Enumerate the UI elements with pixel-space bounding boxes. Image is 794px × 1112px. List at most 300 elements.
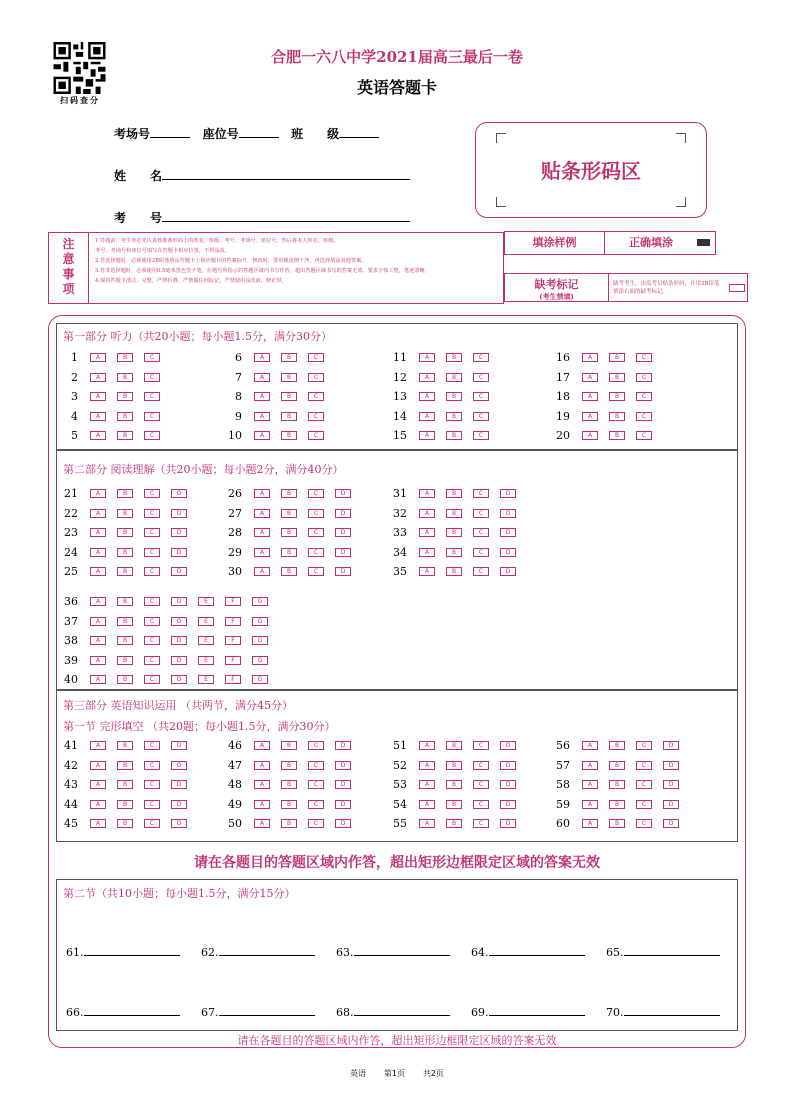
option-c-bubble[interactable]: C xyxy=(144,392,160,401)
exam-no-field[interactable] xyxy=(162,210,410,222)
option-b-bubble[interactable]: B xyxy=(281,431,297,440)
option-a-bubble[interactable]: A xyxy=(90,800,106,809)
option-d-bubble[interactable]: D xyxy=(500,741,516,750)
option-a-bubble[interactable]: A xyxy=(254,412,270,421)
question-number: 50 xyxy=(228,817,242,830)
option-b-bubble[interactable]: B xyxy=(609,431,625,440)
question-number: 35 xyxy=(393,565,407,578)
option-a-bubble[interactable]: A xyxy=(254,548,270,557)
part3-title: 第三部分 英语知识运用 （共两节，满分45分） xyxy=(63,699,293,712)
option-a-bubble[interactable]: A xyxy=(582,819,598,828)
blank-line[interactable] xyxy=(84,948,180,956)
option-b-bubble[interactable]: B xyxy=(117,656,133,665)
option-b-bubble[interactable]: B xyxy=(281,741,297,750)
option-b-bubble[interactable]: B xyxy=(446,567,462,576)
blank-line[interactable] xyxy=(219,1008,315,1016)
absent-mark-box xyxy=(504,273,748,302)
option-b-bubble[interactable]: B xyxy=(281,489,297,498)
option-d-bubble[interactable]: D xyxy=(335,548,351,557)
option-a-bubble[interactable]: A xyxy=(90,741,106,750)
option-d-bubble[interactable]: D xyxy=(171,617,187,626)
option-b-bubble[interactable]: B xyxy=(117,431,133,440)
blank-number: 67. xyxy=(201,1006,219,1019)
option-a-bubble[interactable]: A xyxy=(419,392,435,401)
option-d-bubble[interactable]: D xyxy=(663,780,679,789)
option-a-bubble[interactable]: A xyxy=(582,431,598,440)
option-a-bubble[interactable]: A xyxy=(419,761,435,770)
option-b-bubble[interactable]: B xyxy=(609,761,625,770)
option-a-bubble[interactable]: A xyxy=(582,741,598,750)
option-b-bubble[interactable]: B xyxy=(117,528,133,537)
blank-number: 62. xyxy=(201,946,219,959)
option-e-bubble[interactable]: E xyxy=(198,656,214,665)
option-a-bubble[interactable]: A xyxy=(419,780,435,789)
option-a-bubble[interactable]: A xyxy=(90,819,106,828)
option-b-bubble[interactable]: B xyxy=(609,800,625,809)
blank-65[interactable] xyxy=(606,946,720,959)
option-c-bubble[interactable]: C xyxy=(636,373,652,382)
option-c-bubble[interactable]: C xyxy=(473,819,489,828)
qr-caption: 扫码查分 xyxy=(60,95,100,105)
option-b-bubble[interactable]: B xyxy=(117,675,133,684)
seat-field[interactable] xyxy=(239,126,279,138)
option-c-bubble[interactable]: C xyxy=(473,567,489,576)
option-b-bubble[interactable]: B xyxy=(609,392,625,401)
option-a-bubble[interactable]: A xyxy=(90,617,106,626)
option-d-bubble[interactable]: D xyxy=(663,800,679,809)
option-c-bubble[interactable]: C xyxy=(144,819,160,828)
option-d-bubble[interactable]: D xyxy=(171,597,187,606)
option-b-bubble[interactable]: B xyxy=(117,617,133,626)
option-c-bubble[interactable]: C xyxy=(144,353,160,362)
question-number: 22 xyxy=(64,506,78,520)
question-number: 27 xyxy=(228,506,242,520)
option-d-bubble[interactable]: D xyxy=(335,489,351,498)
question-number: 31 xyxy=(393,487,407,500)
option-e-bubble[interactable]: E xyxy=(198,597,214,606)
option-a-bubble[interactable]: A xyxy=(419,528,435,537)
option-c-bubble[interactable]: C xyxy=(308,392,324,401)
option-b-bubble[interactable]: B xyxy=(609,353,625,362)
option-d-bubble[interactable]: D xyxy=(171,675,187,684)
option-c-bubble[interactable]: C xyxy=(144,597,160,606)
option-b-bubble[interactable]: B xyxy=(446,412,462,421)
option-b-bubble[interactable]: B xyxy=(117,392,133,401)
option-c-bubble[interactable]: C xyxy=(308,489,324,498)
option-a-bubble[interactable]: A xyxy=(582,780,598,789)
option-b-bubble[interactable]: B xyxy=(117,509,133,518)
option-c-bubble[interactable]: C xyxy=(308,509,324,518)
option-f-bubble[interactable]: F xyxy=(225,656,241,665)
option-a-bubble[interactable]: A xyxy=(254,509,270,518)
option-c-bubble[interactable]: C xyxy=(144,567,160,576)
option-d-bubble[interactable]: D xyxy=(500,548,516,557)
barcode-area xyxy=(475,122,707,218)
question-number: 49 xyxy=(228,797,242,811)
blank-line[interactable] xyxy=(489,948,585,956)
option-f-bubble[interactable]: F xyxy=(225,597,241,606)
blank-number: 69. xyxy=(471,1006,489,1019)
question-number: 19 xyxy=(556,409,570,423)
option-b-bubble[interactable]: B xyxy=(446,373,462,382)
option-c-bubble[interactable]: C xyxy=(473,509,489,518)
question-number: 16 xyxy=(556,351,570,364)
blank-line[interactable] xyxy=(354,1008,450,1016)
option-c-bubble[interactable]: C xyxy=(636,412,652,421)
absent-checkbox[interactable] xyxy=(729,284,745,292)
blank-line[interactable] xyxy=(624,1008,720,1016)
option-c-bubble[interactable]: C xyxy=(636,431,652,440)
option-b-bubble[interactable]: B xyxy=(117,741,133,750)
option-c-bubble[interactable]: C xyxy=(144,373,160,382)
blank-66[interactable] xyxy=(66,1006,180,1019)
option-c-bubble[interactable]: C xyxy=(144,800,160,809)
option-b-bubble[interactable]: B xyxy=(117,412,133,421)
option-c-bubble[interactable]: C xyxy=(636,800,652,809)
blank-number: 63. xyxy=(336,946,354,959)
option-c-bubble[interactable]: C xyxy=(144,489,160,498)
option-b-bubble[interactable]: B xyxy=(446,819,462,828)
option-a-bubble[interactable]: A xyxy=(582,412,598,421)
blank-70[interactable] xyxy=(606,1006,720,1019)
option-a-bubble[interactable]: A xyxy=(90,373,106,382)
option-d-bubble[interactable]: D xyxy=(171,741,187,750)
question-number: 7 xyxy=(235,370,242,384)
option-d-bubble[interactable]: D xyxy=(335,567,351,576)
option-c-bubble[interactable]: C xyxy=(473,392,489,401)
option-b-bubble[interactable]: B xyxy=(446,800,462,809)
option-d-bubble[interactable]: D xyxy=(171,548,187,557)
option-b-bubble[interactable]: B xyxy=(281,567,297,576)
option-a-bubble[interactable]: A xyxy=(90,412,106,421)
option-a-bubble[interactable]: A xyxy=(419,412,435,421)
option-c-bubble[interactable]: C xyxy=(636,819,652,828)
blank-line[interactable] xyxy=(354,948,450,956)
option-b-bubble[interactable]: B xyxy=(281,392,297,401)
option-f-bubble[interactable]: F xyxy=(225,617,241,626)
option-d-bubble[interactable]: D xyxy=(171,636,187,645)
option-b-bubble[interactable]: B xyxy=(117,636,133,645)
option-d-bubble[interactable]: D xyxy=(335,509,351,518)
question-number: 57 xyxy=(556,758,570,772)
option-a-bubble[interactable]: A xyxy=(254,567,270,576)
option-d-bubble[interactable]: D xyxy=(500,567,516,576)
option-b-bubble[interactable]: B xyxy=(281,819,297,828)
option-c-bubble[interactable]: C xyxy=(308,548,324,557)
blank-69[interactable] xyxy=(471,1006,585,1019)
class-field[interactable] xyxy=(339,126,379,138)
option-c-bubble[interactable]: C xyxy=(308,412,324,421)
option-c-bubble[interactable]: C xyxy=(636,353,652,362)
option-b-bubble[interactable]: B xyxy=(117,353,133,362)
option-c-bubble[interactable]: C xyxy=(636,761,652,770)
option-a-bubble[interactable]: A xyxy=(254,353,270,362)
option-a-bubble[interactable]: A xyxy=(582,373,598,382)
question-number: 60 xyxy=(556,817,570,830)
option-a-bubble[interactable]: A xyxy=(419,567,435,576)
option-b-bubble[interactable]: B xyxy=(281,800,297,809)
option-b-bubble[interactable]: B xyxy=(609,412,625,421)
option-c-bubble[interactable]: C xyxy=(473,373,489,382)
option-c-bubble[interactable]: C xyxy=(144,780,160,789)
option-c-bubble[interactable]: C xyxy=(144,636,160,645)
option-c-bubble[interactable]: C xyxy=(144,741,160,750)
option-a-bubble[interactable]: A xyxy=(419,489,435,498)
option-a-bubble[interactable]: A xyxy=(90,656,106,665)
option-c-bubble[interactable]: C xyxy=(636,392,652,401)
blank-line[interactable] xyxy=(84,1008,180,1016)
option-e-bubble[interactable]: E xyxy=(198,617,214,626)
option-a-bubble[interactable]: A xyxy=(582,800,598,809)
option-b-bubble[interactable]: B xyxy=(117,780,133,789)
option-b-bubble[interactable]: B xyxy=(446,528,462,537)
option-c-bubble[interactable]: C xyxy=(473,761,489,770)
option-a-bubble[interactable]: A xyxy=(419,353,435,362)
option-b-bubble[interactable]: B xyxy=(446,392,462,401)
option-d-bubble[interactable]: D xyxy=(500,528,516,537)
option-g-bubble[interactable]: G xyxy=(252,636,268,645)
option-d-bubble[interactable]: D xyxy=(500,800,516,809)
option-c-bubble[interactable]: C xyxy=(144,509,160,518)
option-c-bubble[interactable]: C xyxy=(144,548,160,557)
question-number: 24 xyxy=(64,545,78,559)
option-b-bubble[interactable]: B xyxy=(281,780,297,789)
option-a-bubble[interactable]: A xyxy=(419,800,435,809)
option-c-bubble[interactable]: C xyxy=(144,761,160,770)
question-number: 53 xyxy=(393,778,407,791)
option-d-bubble[interactable]: D xyxy=(335,528,351,537)
option-a-bubble[interactable]: A xyxy=(90,780,106,789)
option-f-bubble[interactable]: F xyxy=(225,675,241,684)
option-c-bubble[interactable]: C xyxy=(144,528,160,537)
option-d-bubble[interactable]: D xyxy=(663,741,679,750)
option-f-bubble[interactable]: F xyxy=(225,636,241,645)
option-c-bubble[interactable]: C xyxy=(308,567,324,576)
blank-number: 61. xyxy=(66,946,84,959)
option-c-bubble[interactable]: C xyxy=(144,431,160,440)
blank-line[interactable] xyxy=(624,948,720,956)
option-a-bubble[interactable]: A xyxy=(582,392,598,401)
option-d-bubble[interactable]: D xyxy=(335,761,351,770)
option-c-bubble[interactable]: C xyxy=(308,800,324,809)
option-e-bubble[interactable]: E xyxy=(198,636,214,645)
option-b-bubble[interactable]: B xyxy=(446,741,462,750)
option-d-bubble[interactable]: D xyxy=(171,509,187,518)
blank-63[interactable] xyxy=(336,946,450,959)
option-b-bubble[interactable]: B xyxy=(281,353,297,362)
option-c-bubble[interactable]: C xyxy=(636,780,652,789)
option-d-bubble[interactable]: D xyxy=(171,780,187,789)
option-a-bubble[interactable]: A xyxy=(90,548,106,557)
option-c-bubble[interactable]: C xyxy=(308,819,324,828)
blank-line[interactable] xyxy=(219,948,315,956)
option-b-bubble[interactable]: B xyxy=(609,373,625,382)
option-d-bubble[interactable]: D xyxy=(171,819,187,828)
blank-64[interactable] xyxy=(471,946,585,959)
option-c-bubble[interactable]: C xyxy=(473,353,489,362)
blank-number: 66. xyxy=(66,1006,84,1019)
question-number: 10 xyxy=(228,429,242,442)
blank-line[interactable] xyxy=(489,1008,585,1016)
option-b-bubble[interactable]: B xyxy=(117,567,133,576)
blank-61[interactable] xyxy=(66,946,180,959)
option-c-bubble[interactable]: C xyxy=(473,780,489,789)
exam-room-field[interactable] xyxy=(150,126,190,138)
option-g-bubble[interactable]: G xyxy=(252,597,268,606)
option-d-bubble[interactable]: D xyxy=(500,509,516,518)
option-g-bubble[interactable]: G xyxy=(252,675,268,684)
blank-68[interactable] xyxy=(336,1006,450,1019)
option-g-bubble[interactable]: G xyxy=(252,617,268,626)
option-d-bubble[interactable]: D xyxy=(335,780,351,789)
option-a-bubble[interactable]: A xyxy=(254,741,270,750)
option-c-bubble[interactable]: C xyxy=(144,617,160,626)
question-number: 36 xyxy=(64,595,78,608)
bottom-warning: 请在各题目的答题区域内作答，超出矩形边框限定区域的答案无效 xyxy=(237,1034,557,1047)
option-b-bubble[interactable]: B xyxy=(446,353,462,362)
option-c-bubble[interactable]: C xyxy=(308,431,324,440)
option-c-bubble[interactable]: C xyxy=(473,431,489,440)
question-number: 55 xyxy=(393,817,407,830)
blank-62[interactable] xyxy=(201,946,315,959)
option-a-bubble[interactable]: A xyxy=(254,528,270,537)
option-b-bubble[interactable]: B xyxy=(281,548,297,557)
name-field[interactable] xyxy=(162,168,410,180)
option-c-bubble[interactable]: C xyxy=(473,412,489,421)
option-a-bubble[interactable]: A xyxy=(254,392,270,401)
option-b-bubble[interactable]: B xyxy=(609,780,625,789)
option-d-bubble[interactable]: D xyxy=(171,761,187,770)
option-b-bubble[interactable]: B xyxy=(446,489,462,498)
option-b-bubble[interactable]: B xyxy=(609,819,625,828)
option-c-bubble[interactable]: C xyxy=(308,761,324,770)
option-a-bubble[interactable]: A xyxy=(254,761,270,770)
option-a-bubble[interactable]: A xyxy=(254,800,270,809)
option-a-bubble[interactable]: A xyxy=(254,489,270,498)
option-b-bubble[interactable]: B xyxy=(117,819,133,828)
option-a-bubble[interactable]: A xyxy=(582,761,598,770)
option-d-bubble[interactable]: D xyxy=(171,489,187,498)
question-number: 17 xyxy=(556,370,570,384)
option-c-bubble[interactable]: C xyxy=(144,412,160,421)
option-c-bubble[interactable]: C xyxy=(473,548,489,557)
option-a-bubble[interactable]: A xyxy=(90,675,106,684)
option-c-bubble[interactable]: C xyxy=(308,780,324,789)
option-a-bubble[interactable]: A xyxy=(419,819,435,828)
option-a-bubble[interactable]: A xyxy=(90,597,106,606)
option-d-bubble[interactable]: D xyxy=(335,819,351,828)
option-d-bubble[interactable]: D xyxy=(171,656,187,665)
option-a-bubble[interactable]: A xyxy=(419,509,435,518)
option-b-bubble[interactable]: B xyxy=(117,800,133,809)
option-b-bubble[interactable]: B xyxy=(281,412,297,421)
option-c-bubble[interactable]: C xyxy=(473,489,489,498)
option-c-bubble[interactable]: C xyxy=(308,528,324,537)
option-d-bubble[interactable]: D xyxy=(171,800,187,809)
option-a-bubble[interactable]: A xyxy=(90,761,106,770)
part2-title: 第二部分 阅读理解（共20小题；每小题2分，满分40分） xyxy=(63,463,344,476)
option-d-bubble[interactable]: D xyxy=(663,819,679,828)
option-a-bubble[interactable]: A xyxy=(419,741,435,750)
option-c-bubble[interactable]: C xyxy=(144,675,160,684)
option-b-bubble[interactable]: B xyxy=(281,761,297,770)
option-d-bubble[interactable]: D xyxy=(500,489,516,498)
option-b-bubble[interactable]: B xyxy=(281,509,297,518)
option-d-bubble[interactable]: D xyxy=(335,800,351,809)
option-d-bubble[interactable]: D xyxy=(500,761,516,770)
option-b-bubble[interactable]: B xyxy=(446,761,462,770)
option-a-bubble[interactable]: A xyxy=(90,636,106,645)
option-a-bubble[interactable]: A xyxy=(90,489,106,498)
option-d-bubble[interactable]: D xyxy=(500,780,516,789)
question-number: 34 xyxy=(393,545,407,559)
option-c-bubble[interactable]: C xyxy=(473,741,489,750)
option-b-bubble[interactable]: B xyxy=(446,431,462,440)
option-b-bubble[interactable]: B xyxy=(117,597,133,606)
part3b-title: 第二节（共10小题；每小题1.5分，满分15分） xyxy=(63,887,296,900)
question-number: 20 xyxy=(556,429,570,442)
option-c-bubble[interactable]: C xyxy=(636,741,652,750)
option-b-bubble[interactable]: B xyxy=(281,528,297,537)
option-b-bubble[interactable]: B xyxy=(117,489,133,498)
question-number: 59 xyxy=(556,797,570,811)
option-b-bubble[interactable]: B xyxy=(117,373,133,382)
option-d-bubble[interactable]: D xyxy=(335,741,351,750)
option-a-bubble[interactable]: A xyxy=(419,548,435,557)
option-a-bubble[interactable]: A xyxy=(419,431,435,440)
option-a-bubble[interactable]: A xyxy=(254,373,270,382)
option-a-bubble[interactable]: A xyxy=(90,528,106,537)
option-a-bubble[interactable]: A xyxy=(90,567,106,576)
option-d-bubble[interactable]: D xyxy=(171,567,187,576)
option-c-bubble[interactable]: C xyxy=(308,741,324,750)
question-number: 42 xyxy=(64,758,78,772)
option-b-bubble[interactable]: B xyxy=(446,548,462,557)
option-b-bubble[interactable]: B xyxy=(117,761,133,770)
option-a-bubble[interactable]: A xyxy=(582,353,598,362)
blank-67[interactable] xyxy=(201,1006,315,1019)
question-number: 47 xyxy=(228,758,242,772)
option-a-bubble[interactable]: A xyxy=(254,431,270,440)
option-b-bubble[interactable]: B xyxy=(446,509,462,518)
option-d-bubble[interactable]: D xyxy=(500,819,516,828)
option-d-bubble[interactable]: D xyxy=(663,761,679,770)
fill-sample xyxy=(504,231,716,255)
option-b-bubble[interactable]: B xyxy=(609,741,625,750)
option-d-bubble[interactable]: D xyxy=(171,528,187,537)
option-a-bubble[interactable]: A xyxy=(254,819,270,828)
option-a-bubble[interactable]: A xyxy=(90,392,106,401)
option-b-bubble[interactable]: B xyxy=(446,780,462,789)
option-a-bubble[interactable]: A xyxy=(419,373,435,382)
option-a-bubble[interactable]: A xyxy=(90,431,106,440)
option-a-bubble[interactable]: A xyxy=(254,780,270,789)
option-a-bubble[interactable]: A xyxy=(90,353,106,362)
option-c-bubble[interactable]: C xyxy=(473,528,489,537)
option-c-bubble[interactable]: C xyxy=(308,373,324,382)
question-number: 13 xyxy=(393,390,407,403)
question-number: 12 xyxy=(393,370,407,384)
option-e-bubble[interactable]: E xyxy=(198,675,214,684)
option-b-bubble[interactable]: B xyxy=(117,548,133,557)
option-g-bubble[interactable]: G xyxy=(252,656,268,665)
option-c-bubble[interactable]: C xyxy=(308,353,324,362)
option-c-bubble[interactable]: C xyxy=(144,656,160,665)
option-b-bubble[interactable]: B xyxy=(281,373,297,382)
option-c-bubble[interactable]: C xyxy=(473,800,489,809)
question-number: 14 xyxy=(393,409,407,423)
option-a-bubble[interactable]: A xyxy=(90,509,106,518)
